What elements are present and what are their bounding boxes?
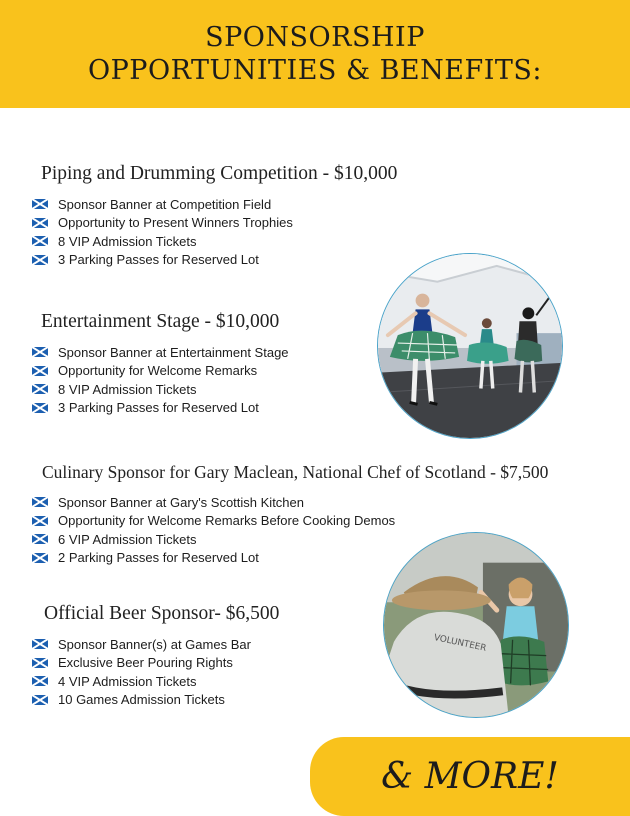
saltire-flag-icon — [32, 658, 48, 668]
saltire-flag-icon — [32, 516, 48, 526]
benefit-text: Opportunity for Welcome Remarks — [58, 363, 258, 379]
benefit-text: 8 VIP Admission Tickets — [58, 233, 197, 249]
list-item — [32, 232, 630, 251]
benefit-text: Sponsor Banner at Entertainment Stage — [58, 344, 289, 360]
highland-dancers-photo — [377, 253, 563, 439]
saltire-flag-icon — [32, 534, 48, 544]
benefit-text: Sponsor Banner(s) at Games Bar — [58, 636, 251, 652]
section-title: Piping and Drumming Competition - $10,000 — [41, 163, 398, 184]
saltire-flag-icon — [32, 236, 48, 246]
list-item — [32, 493, 630, 512]
list-item — [32, 214, 630, 233]
page-title-line-2: OPPORTUNITIES & BENEFITS: — [88, 55, 542, 86]
benefit-text: 3 Parking Passes for Reserved Lot — [58, 252, 259, 268]
benefit-text: 4 VIP Admission Tickets — [58, 673, 197, 689]
header-banner — [0, 0, 630, 108]
section-title: Entertainment Stage - $10,000 — [41, 311, 280, 332]
and-more-banner: & MORE! — [310, 737, 630, 816]
benefit-text: Sponsor Banner at Gary's Scottish Kitchen — [58, 494, 304, 510]
saltire-flag-icon — [32, 347, 48, 357]
list-item — [32, 195, 630, 214]
benefit-text: Opportunity to Present Winners Trophies — [58, 215, 293, 231]
page-title-line-1: SPONSORSHIP — [205, 22, 425, 53]
list-item — [32, 691, 630, 710]
sponsorship-piping-drumming — [0, 163, 630, 269]
saltire-flag-icon — [32, 403, 48, 413]
volunteer-child-photo — [383, 532, 569, 718]
saltire-flag-icon — [32, 199, 48, 209]
benefit-text: 10 Games Admission Tickets — [58, 692, 225, 708]
saltire-flag-icon — [32, 366, 48, 376]
shirt-text: VOLUNTEER — [432, 632, 488, 654]
list-item — [32, 512, 630, 531]
saltire-flag-icon — [32, 497, 48, 507]
saltire-flag-icon — [32, 218, 48, 228]
list-item — [32, 530, 630, 549]
benefit-text: 8 VIP Admission Tickets — [58, 381, 197, 397]
benefit-text: 2 Parking Passes for Reserved Lot — [58, 550, 259, 566]
benefit-list — [0, 195, 630, 269]
saltire-flag-icon — [32, 639, 48, 649]
list-item — [32, 251, 630, 270]
benefit-text: 6 VIP Admission Tickets — [58, 531, 197, 547]
saltire-flag-icon — [32, 553, 48, 563]
benefit-text: 3 Parking Passes for Reserved Lot — [58, 400, 259, 416]
saltire-flag-icon — [32, 676, 48, 686]
benefit-text: Exclusive Beer Pouring Rights — [58, 655, 233, 671]
benefit-text: Sponsor Banner at Competition Field — [58, 196, 272, 212]
saltire-flag-icon — [32, 255, 48, 265]
saltire-flag-icon — [32, 384, 48, 394]
sponsorship-culinary — [0, 462, 630, 567]
section-title: Culinary Sponsor for Gary Maclean, National Chef of Scotland - $7,500 — [42, 462, 549, 482]
benefit-text: Opportunity for Welcome Remarks Before Cooking Demos — [58, 513, 396, 529]
saltire-flag-icon — [32, 695, 48, 705]
section-title: Official Beer Sponsor- $6,500 — [44, 603, 280, 624]
